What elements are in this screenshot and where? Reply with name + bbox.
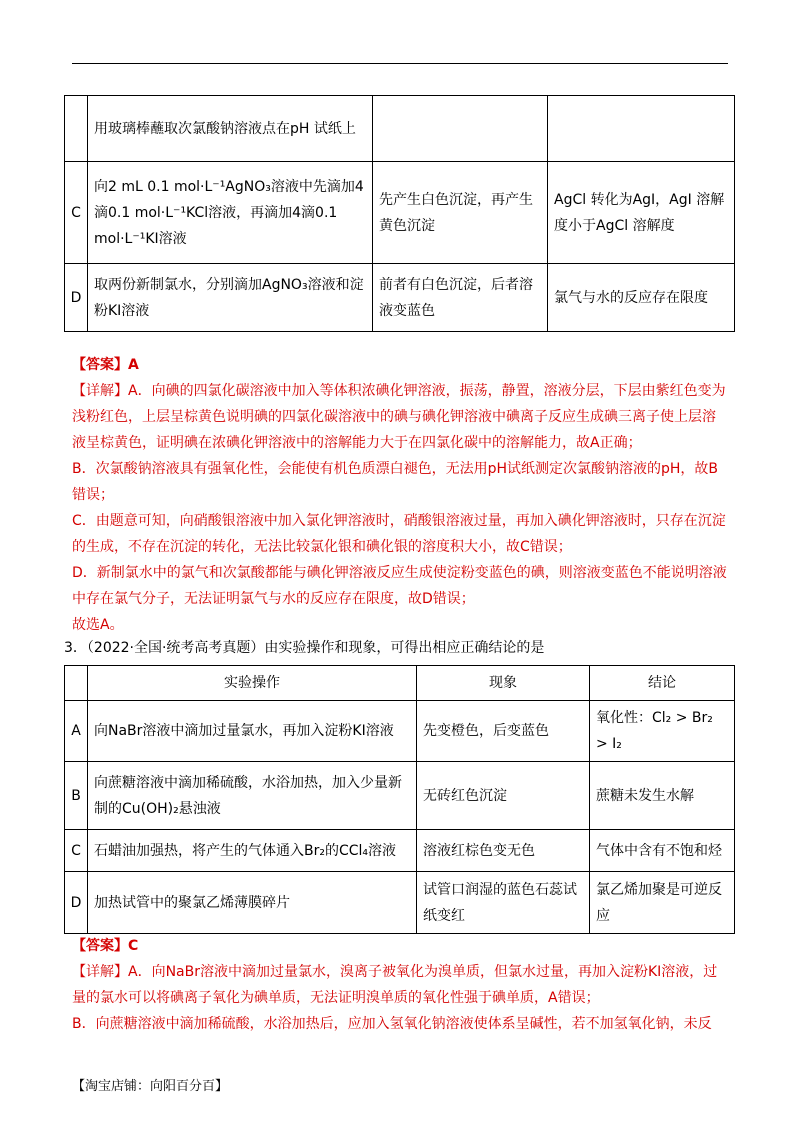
header-conclusion: 结论 [590, 666, 735, 701]
phenomenon-cell: 无砖红色沉淀 [417, 762, 590, 830]
detail-d: D．新制氯水中的氯气和次氯酸都能与碘化钾溶液反应生成使淀粉变蓝色的碘，则溶液变蓝色不能说明溶液中存在氯气分子，无法证明氯气与水的反应存在限度，故D错误； [72, 565, 727, 607]
conclusion-cell: 氯乙烯加聚是可逆反应 [590, 872, 735, 934]
header-blank [65, 666, 88, 701]
answer-label: 【答案】A [72, 357, 139, 373]
detail-b: B．次氯酸钠溶液具有强氧化性，会能使有机色质漂白褪色，无法用pH试纸测定次氯酸钠溶液的pH，故B错误； [72, 461, 719, 503]
experiment-table-2 [64, 665, 735, 934]
detail-a: 【详解】A．向NaBr溶液中滴加过量氯水，溴离子被氧化为溴单质，但氯水过量，再加入淀粉KI溶液，过量的氯水可以将碘离子氧化为碘单质，无法证明溴单质的氧化性强于碘单质，A错误； [72, 964, 718, 1006]
operation-cell: 用玻璃棒蘸取次氯酸钠溶液点在pH 试纸上 [88, 96, 373, 162]
experiment-table-1 [64, 95, 735, 332]
operation-cell: 石蜡油加强热，将产生的气体通入Br₂的CCl₄溶液 [88, 830, 417, 872]
operation-cell: 取两份新制氯水，分别滴加AgNO₃溶液和淀粉KI溶液 [88, 264, 373, 332]
conclusion-cell: AgCl 转化为AgI，AgI 溶解度小于AgCl 溶解度 [548, 162, 735, 264]
table-row [65, 96, 735, 162]
table-row [65, 762, 735, 830]
row-label: C [65, 162, 88, 264]
conclusion-cell: 氯气与水的反应存在限度 [548, 264, 735, 332]
phenomenon-cell: 溶液红棕色变无色 [417, 830, 590, 872]
phenomenon-cell: 先产生白色沉淀，再产生黄色沉淀 [373, 162, 548, 264]
table-header-row [65, 666, 735, 701]
answer-block-3 [72, 933, 728, 1037]
answer-block-1 [72, 352, 728, 638]
operation-cell: 向NaBr溶液中滴加过量氯水，再加入淀粉KI溶液 [88, 701, 417, 762]
row-label [65, 96, 88, 162]
footer-shop: 【淘宝店铺：向阳百分百】 [72, 1079, 229, 1094]
conclusion-cell: 蔗糖未发生水解 [590, 762, 735, 830]
phenomenon-cell: 试管口润湿的蓝色石蕊试纸变红 [417, 872, 590, 934]
conclusion-cell: 气体中含有不饱和烃 [590, 830, 735, 872]
answer-label: 【答案】C [72, 938, 139, 954]
table-row [65, 701, 735, 762]
phenomenon-cell: 先变橙色，后变蓝色 [417, 701, 590, 762]
phenomenon-cell [373, 96, 548, 162]
operation-cell: 向蔗糖溶液中滴加稀硫酸，水浴加热，加入少量新制的Cu(OH)₂悬浊液 [88, 762, 417, 830]
row-label: D [65, 264, 88, 332]
header-phenomenon: 现象 [417, 666, 590, 701]
header-operation: 实验操作 [88, 666, 417, 701]
operation-cell: 向2 mL 0.1 mol·L⁻¹AgNO₃溶液中先滴加4滴0.1 mol·L⁻¹KCl溶液，再滴加4滴0.1 mol·L⁻¹KI溶液 [88, 162, 373, 264]
row-label: D [65, 872, 88, 934]
row-label: C [65, 830, 88, 872]
detail-b: B．向蔗糖溶液中滴加稀硫酸，水浴加热后，应加入氢氧化钠溶液使体系呈碱性，若不加氢氧化钠，未反 [72, 1016, 712, 1032]
conclusion-cell [548, 96, 735, 162]
question-3: 3．（2022·全国·统考高考真题）由实验操作和现象，可得出相应正确结论的是 [64, 640, 545, 656]
header-rule [72, 63, 728, 64]
detail-a: 【详解】A．向碘的四氯化碳溶液中加入等体积浓碘化钾溶液，振荡，静置，溶液分层，下层由紫红色变为浅粉红色，上层呈棕黄色说明碘的四氯化碳溶液中的碘与碘化钾溶液中碘离子反应生成碘三离子使上层溶液呈棕黄色，证明碘在浓碘化钾溶液中的溶解能力大于在四氯化碳中的溶解能力，故A正确； [72, 383, 726, 451]
conclusion: 故选A。 [72, 617, 124, 633]
detail-c: C．由题意可知，向硝酸银溶液中加入氯化钾溶液时，硝酸银溶液过量，再加入碘化钾溶液时，只存在沉淀的生成，不存在沉淀的转化，无法比较氯化银和碘化银的溶度积大小，故C错误； [72, 513, 726, 555]
table-row [65, 264, 735, 332]
table-row [65, 872, 735, 934]
table-row [65, 830, 735, 872]
table-row [65, 162, 735, 264]
operation-cell: 加热试管中的聚氯乙烯薄膜碎片 [88, 872, 417, 934]
conclusion-cell: 氧化性：Cl₂ > Br₂ > I₂ [590, 701, 735, 762]
row-label: A [65, 701, 88, 762]
phenomenon-cell: 前者有白色沉淀，后者溶液变蓝色 [373, 264, 548, 332]
row-label: B [65, 762, 88, 830]
